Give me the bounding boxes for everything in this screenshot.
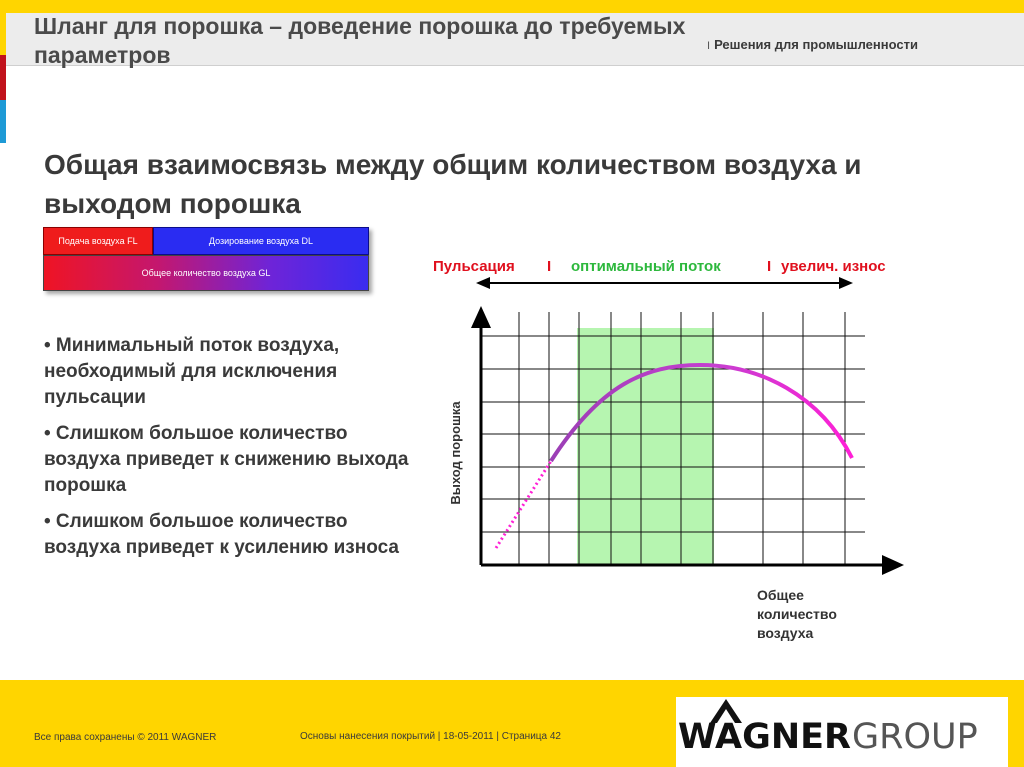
legend-total-air: Общее количество воздуха GL <box>43 255 369 291</box>
y-axis-label: Выход порошка <box>448 401 463 505</box>
y-axis-arrowhead <box>471 306 491 328</box>
side-accent-yellow <box>0 13 6 55</box>
subtitle-separator: I <box>707 40 711 52</box>
powder-output-diagram <box>420 245 940 665</box>
footer-copyright: Все права сохранены © 2011 WAGNER <box>34 732 217 743</box>
subtitle-text: Решения для промышленности <box>714 37 918 52</box>
x-axis-label-line3: воздуха <box>757 625 814 641</box>
bullet-item: • Минимальный поток воздуха, необходимый для исключения пульсации <box>44 335 340 408</box>
legend-feed-air: Подача воздуха FL <box>43 227 153 255</box>
zone-wear-label: увелич. износ <box>781 258 886 275</box>
footer-info: Основы нанесения покрытий | 18-05-2011 | Страница 42 <box>300 731 561 742</box>
section-subtitle <box>707 37 918 52</box>
zone-separator-1: I <box>547 258 552 275</box>
logo-wagner-text: WAGNER <box>678 717 852 757</box>
x-axis-arrowhead <box>882 555 904 575</box>
air-legend <box>43 227 369 291</box>
range-arrow-left-head <box>476 277 490 289</box>
slide-heading: Общая взаимосвязь между общим количеством воздуха и выходом порошка <box>44 149 862 219</box>
x-axis-label-line1: Общее <box>757 587 804 603</box>
x-axis-label-line2: количество <box>757 606 837 622</box>
wagner-group-logo <box>676 697 1008 767</box>
legend-dosing-air: Дозирование воздуха DL <box>153 227 369 255</box>
zone-optimal-label: оптимальный поток <box>571 258 721 275</box>
curve-dotted-start <box>496 461 551 548</box>
side-accent-red <box>0 55 6 100</box>
slide-title: Шланг для порошка – доведение порошка до требуемых параметров <box>34 13 686 68</box>
range-arrow-right-head <box>839 277 853 289</box>
bullet-list <box>44 333 424 571</box>
bullet-item: • Слишком большое количество воздуха приведет к снижению выхода порошка <box>44 423 409 496</box>
side-accent-blue <box>0 100 6 143</box>
bullet-item: • Слишком большое количество воздуха приведет к усилению износа <box>44 511 399 558</box>
zone-pulsation-label: Пульсация <box>433 258 515 275</box>
logo-group-text: GROUP <box>852 717 978 757</box>
zone-separator-2: I <box>767 258 772 275</box>
